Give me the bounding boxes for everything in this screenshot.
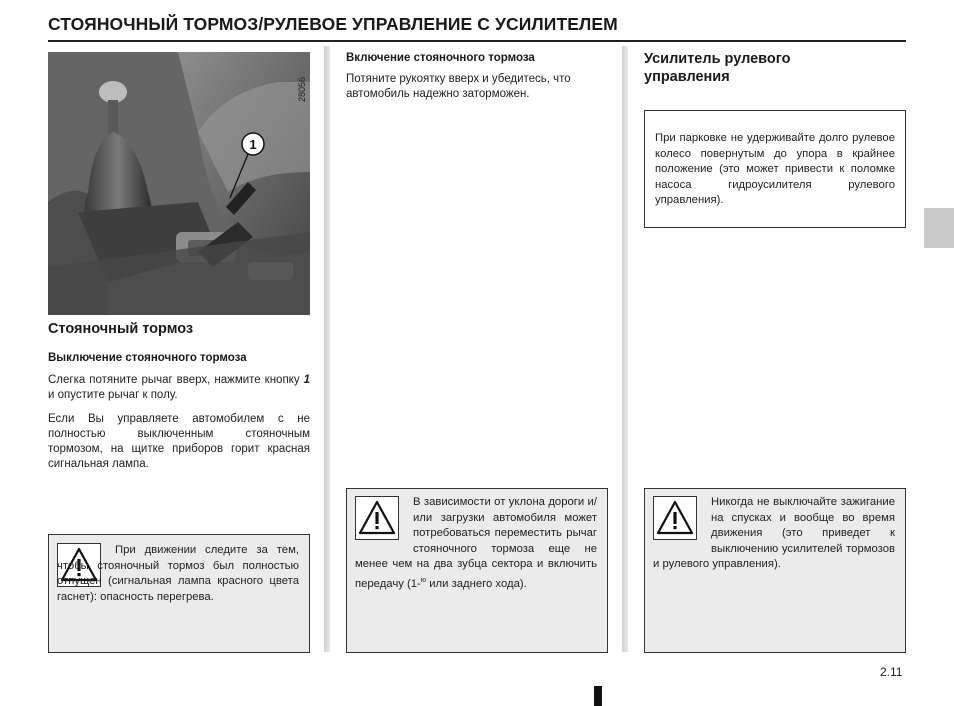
page-title: СТОЯНОЧНЫЙ ТОРМОЗ/РУЛЕВОЕ УПРАВЛЕНИЕ С УСИЛИТЕЛЕМ bbox=[48, 14, 618, 34]
column-separator-1 bbox=[324, 46, 330, 652]
left-subsection-title: Выключение стояночного тормоза bbox=[48, 352, 247, 364]
left-warning-box bbox=[48, 534, 310, 653]
column-separator-2 bbox=[622, 46, 628, 652]
left-section-title: Стояночный тормоз bbox=[48, 321, 194, 337]
middle-subsection-title: Включение стояночного тормоза bbox=[346, 52, 535, 64]
page-number: 2.11 bbox=[880, 665, 903, 679]
left-warning-text: При движении следите за тем, чтобы стояночный тормоз был полностью отпущен (сигнальная лампа красного цвета гаснет): опасность перегрева. bbox=[57, 544, 299, 603]
right-note-text: При парковке не удерживайте долго рулевое колесо повернутым до упора в крайнее положение (это может привести к поломке насоса гидроусилителя рулевого управления). bbox=[655, 132, 895, 207]
parking-brake-photo bbox=[48, 52, 310, 315]
right-section-title: Усилитель рулевого управления bbox=[644, 51, 791, 85]
left-paragraph-2: Если Вы управляете автомобилем с не полностью выключенным стояночным тормозом, на щитке приборов горит красная сигнальная лампа. bbox=[48, 412, 310, 471]
middle-warning-text: В зависимости от уклона дороги и/или загрузки автомобиля может потребоваться переместить рычаг стояночного тормоза еще не менее чем на два зубца сектора и включить передачу (1-$^ю$ или заднего хода). bbox=[355, 496, 597, 590]
callout-1-label: 1 bbox=[249, 137, 257, 152]
photo-code bbox=[296, 56, 308, 104]
left-body bbox=[48, 373, 310, 481]
right-note-box bbox=[644, 110, 906, 228]
title-rule bbox=[48, 40, 906, 42]
bottom-marker bbox=[594, 686, 602, 706]
left-paragraph-1: Слегка потяните рычаг вверх, нажмите кнопку 1 и опустите рычаг к полу. bbox=[48, 374, 310, 402]
photo-code-label: 28056 bbox=[297, 76, 307, 102]
middle-warning-box bbox=[346, 488, 608, 653]
middle-paragraph-1: Потяните рукоятку вверх и убедитесь, что автомобиль надежно заторможен. bbox=[346, 73, 571, 101]
right-warning-box bbox=[644, 488, 906, 653]
chapter-tab bbox=[924, 208, 954, 248]
right-warning-text: Никогда не выключайте зажигание на спусках и вообще во время движения (это приведет к выключению усилителей тормозов и рулевого управления). bbox=[653, 496, 895, 571]
parking-brake-illustration bbox=[48, 52, 310, 315]
